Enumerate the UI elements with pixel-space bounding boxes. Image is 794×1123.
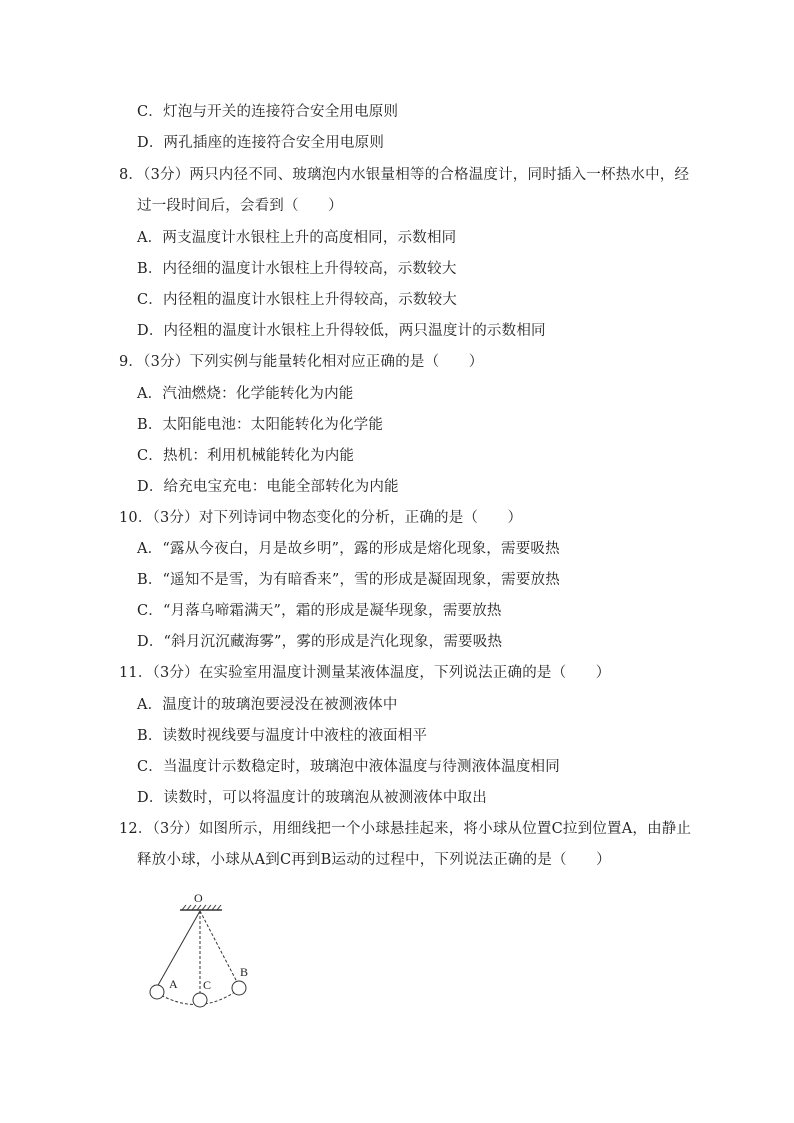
q8-option-a: A．两支温度计水银柱上升的高度相同，示数相同 [137, 230, 457, 246]
q8-option-b: B．内径细的温度计水银柱上升得较高，示数较大 [137, 261, 457, 277]
label-b: B [240, 965, 249, 979]
q10-option-a: A．“露从今夜白，月是故乡明”，露的形成是熔化现象，需要吸热 [137, 541, 560, 557]
q9-option-c: C．热机：利用机械能转化为内能 [137, 448, 355, 464]
ball-a [150, 985, 164, 999]
label-a: A [169, 977, 178, 991]
q9-stem: 9．（3分）下列实例与能量转化相对应正确的是（ ） [119, 354, 484, 370]
q11-stem: 11．（3分）在实验室用温度计测量某液体温度，下列说法正确的是（ ） [119, 665, 611, 681]
q9-option-a: A．汽油燃烧：化学能转化为内能 [137, 386, 354, 402]
q12-stem-line2: 释放小球，小球从A到C再到B运动的过程中，下列说法正确的是（ ） [137, 852, 611, 868]
string-to-a [157, 911, 200, 987]
ceiling-hatch [180, 905, 222, 910]
q11-option-c: C．当温度计示数稳定时，玻璃泡中液体温度与待测液体温度相同 [137, 759, 560, 775]
ball-c [193, 993, 207, 1007]
prev-option-c: C．灯泡与开关的连接符合安全用电原则 [137, 104, 399, 120]
q8-stem-line2: 过一段时间后，会看到（ ） [137, 198, 343, 214]
q10-stem: 10．（3分）对下列诗词中物态变化的分析，正确的是（ ） [119, 510, 523, 526]
prev-option-d: D．两孔插座的连接符合安全用电原则 [137, 135, 385, 151]
ball-b [232, 981, 246, 995]
label-o: O [194, 891, 203, 905]
q10-option-c: C．“月落乌啼霜满天”，霜的形成是凝华现象，需要放热 [137, 603, 502, 619]
q8-option-c: C．内径粗的温度计水银柱上升得较高，示数较大 [137, 292, 457, 308]
q11-option-d: D．读数时，可以将温度计的玻璃泡从被测液体中取出 [137, 790, 487, 806]
q9-option-d: D．给充电宝充电：电能全部转化为内能 [137, 479, 399, 495]
q8-stem-line1: 8．（3分）两只内径不同、玻璃泡内水银量相等的合格温度计，同时插入一杯热水中，经 [119, 167, 690, 183]
q10-option-b: B．“遥知不是雪，为有暗香来”，雪的形成是凝固现象，需要放热 [137, 572, 560, 588]
q10-option-d: D．“斜月沉沉藏海雾”，雾的形成是汽化现象，需要吸热 [137, 634, 503, 650]
pendulum-figure [140, 890, 280, 1020]
label-c: C [203, 978, 212, 992]
q11-option-b: B．读数时视线要与温度计中液柱的液面相平 [137, 728, 428, 744]
q12-stem-line1: 12．（3分）如图所示，用细线把一个小球悬挂起来，将小球从位置C拉到位置A，由静止 [119, 821, 692, 837]
q8-option-d: D．内径粗的温度计水银柱上升得较低，两只温度计的示数相同 [137, 323, 546, 339]
string-to-b-dashed [200, 911, 237, 982]
q11-option-a: A．温度计的玻璃泡要浸没在被测液体中 [137, 697, 398, 713]
q9-option-b: B．太阳能电池：太阳能转化为化学能 [137, 417, 384, 433]
